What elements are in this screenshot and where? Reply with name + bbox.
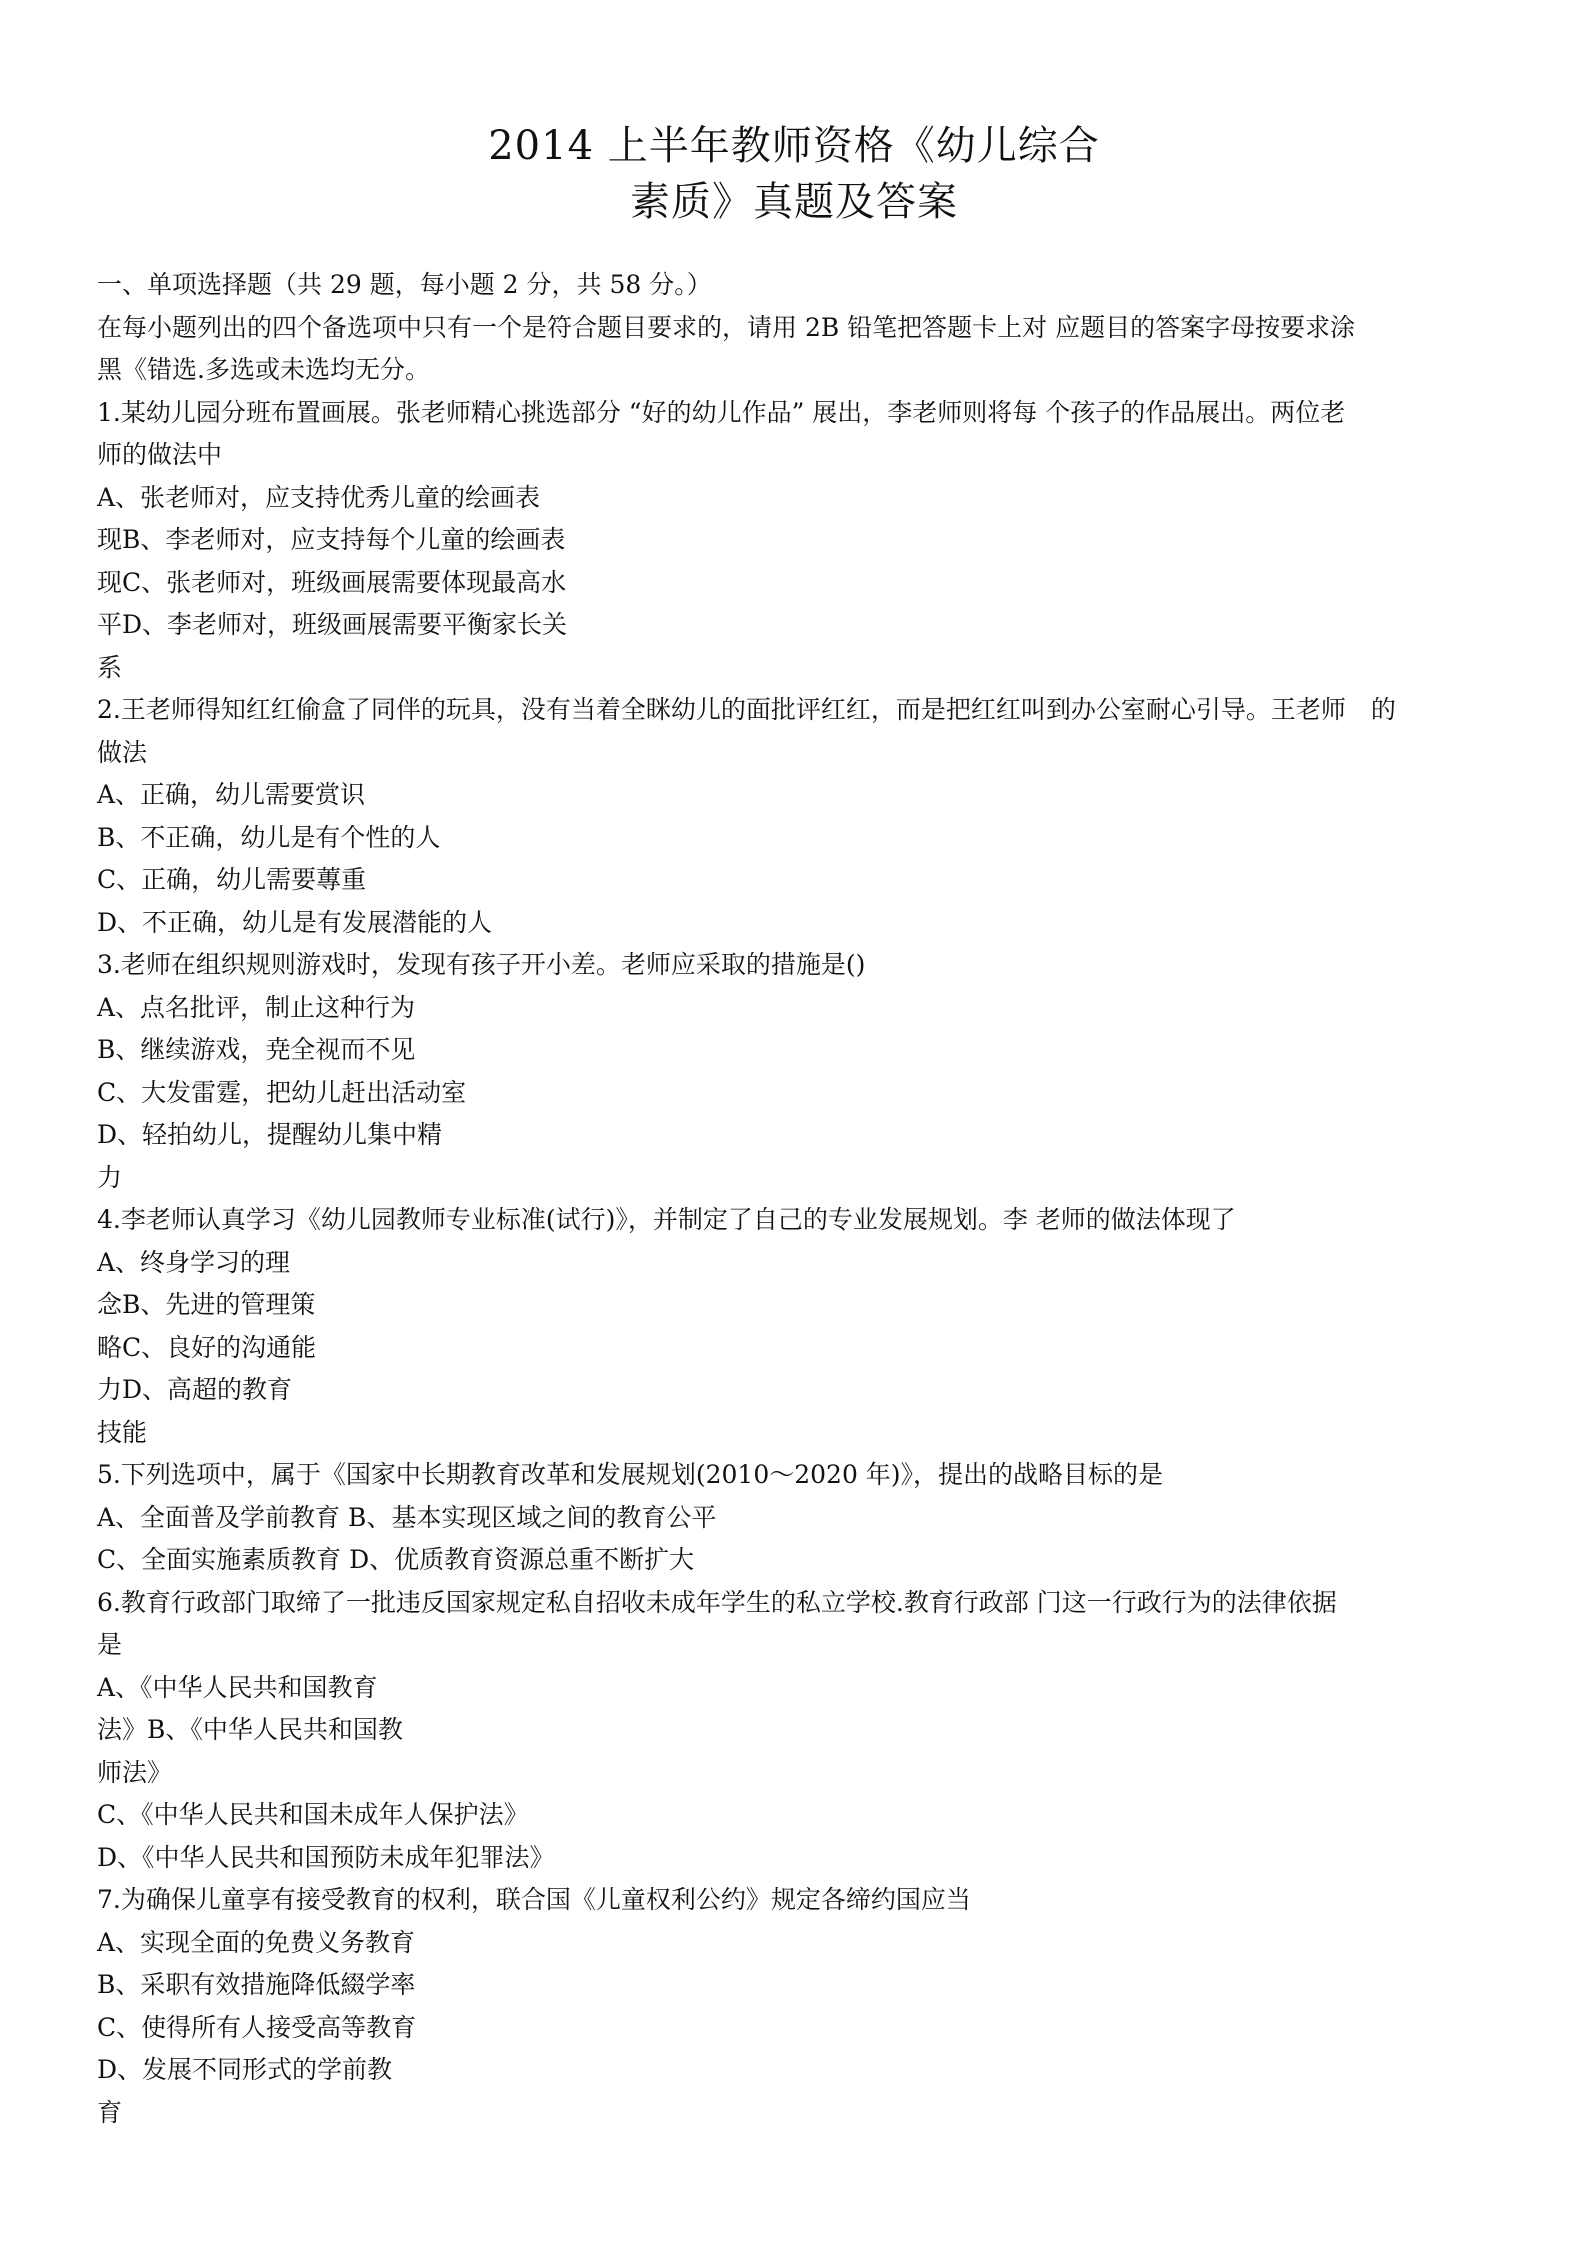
question-1-text: 师的做法中: [97, 440, 223, 469]
question-2-text: 2.王老师得知红红偷盒了同伴的玩具，没有当着全眯幼儿的面批评红红，而是把红红叫到办公室耐心引导。王老师 的: [97, 695, 1396, 724]
question-2-option-c: C、正确，幼儿需要蓴重: [97, 865, 367, 894]
question-3-option-c: C、大发雷霆，把幼儿赶出活动室: [97, 1078, 467, 1107]
question-2-option-a: A、正确，幼儿需要赏识: [97, 780, 366, 809]
question-7-option-d: D、发展不同形式的学前教: [97, 2055, 393, 2084]
question-3-text: 3.老师在组织规则游戏时，发现有孩子开小差。老师应采取的措施是(): [97, 950, 866, 979]
instruction-line: 在每小题列出的四个备选项中只有一个是符合题目要求的，请用 2B 铅笔把答题卡上对 应题目的答案字母按要求涂: [97, 313, 1356, 342]
question-7-text: 7.为确保儿童享有接受教育的权利，联合国《儿童权利公约》规定各缔约国应当: [97, 1885, 971, 1914]
question-7-option-c: C、使得所有人接受高等教育: [97, 2013, 417, 2042]
question-1-option-line: 现C、张老师对，班级画展需要体现最高水: [97, 568, 567, 597]
document-title-line-1: 2014 上半年教师资格《幼儿综合: [488, 123, 1100, 169]
question-1-text: 1.某幼儿园分班布置画展。张老师精心挑选部分 “好的幼儿作品” 展出，李老师则将每 个孩子的作品展出。两位老: [97, 398, 1346, 427]
question-4-option-line: A、终身学习的理: [97, 1248, 291, 1277]
question-1-option-line: 现B、李老师对，应支持每个儿童的绘画表: [97, 525, 566, 554]
question-6-option-line: A、《中华人民共和国教育: [97, 1673, 378, 1702]
question-4-option-line: 念B、先进的管理策: [97, 1290, 316, 1319]
question-6-option-d: D、《中华人民共和国预防未成年犯罪法》: [97, 1843, 555, 1872]
section-heading: 一、单项选择题（共 29 题，每小题 2 分，共 58 分。）: [97, 270, 712, 299]
question-4-option-line: 技能: [97, 1418, 148, 1447]
question-7-option-b: B、采职有效措施降低綴学率: [97, 1970, 416, 1999]
question-6-option-c: C、《中华人民共和国未成年人保护法》: [97, 1800, 529, 1829]
question-3-option-b: B、继续游戏，尭全视而不见: [97, 1035, 416, 1064]
question-6-option-line: 师法》: [97, 1758, 173, 1787]
question-4-option-line: 略C、良好的沟通能: [97, 1333, 317, 1362]
question-6-text: 是: [97, 1630, 123, 1659]
question-1-option-line: 平D、李老师对，班级画展需要平衡家长关: [97, 610, 568, 639]
question-6-option-line: 法》B、《中华人民共和国教: [97, 1715, 403, 1744]
question-3-option-d: 力: [97, 1163, 123, 1192]
question-3-option-d: D、轻拍幼儿，提醒幼儿集中精: [97, 1120, 443, 1149]
question-5-options-ab: A、全面普及学前教育 B、基本实现区域之间的教育公平: [97, 1503, 717, 1532]
question-6-text: 6.教育行政部门取缔了一批违反国家规定私自招收未成年学生的私立学校.教育行政部 门这一行政行为的法律依据: [97, 1588, 1337, 1617]
question-7-option-d: 育: [97, 2098, 123, 2127]
question-2-option-d: D、不正确，幼儿是有发展潜能的人: [97, 908, 493, 937]
question-7-option-a: A、实现全面的免费义务教育: [97, 1928, 416, 1957]
question-2-option-b: B、不正确，幼儿是有个性的人: [97, 823, 441, 852]
question-1-option-line: A、张老师对，应支持优秀儿童的绘画表: [97, 483, 541, 512]
question-3-option-a: A、点名批评，制止这种行为: [97, 993, 416, 1022]
question-4-text: 4.李老师认真学习《幼儿园教师专业标准(试行)》，并制定了自己的专业发展规划。李 老师的做法体现了: [97, 1205, 1236, 1234]
question-4-option-line: 力D、高超的教育: [97, 1375, 293, 1404]
question-5-options-cd: C、全面实施素质教育 D、优质教育资源总重不断扩大: [97, 1545, 695, 1574]
question-1-option-line: 系: [97, 653, 123, 682]
question-5-text: 5.下列选项中，属于《国家中长期教育改革和发展规划(2010～2020 年)》，提出的战略目标的是: [97, 1460, 1164, 1489]
instruction-line: 黑《错选.多选或未选均无分。: [97, 355, 430, 384]
document-title-line-2: 素质》真题及答案: [630, 179, 958, 225]
question-2-text: 做法: [97, 738, 148, 767]
